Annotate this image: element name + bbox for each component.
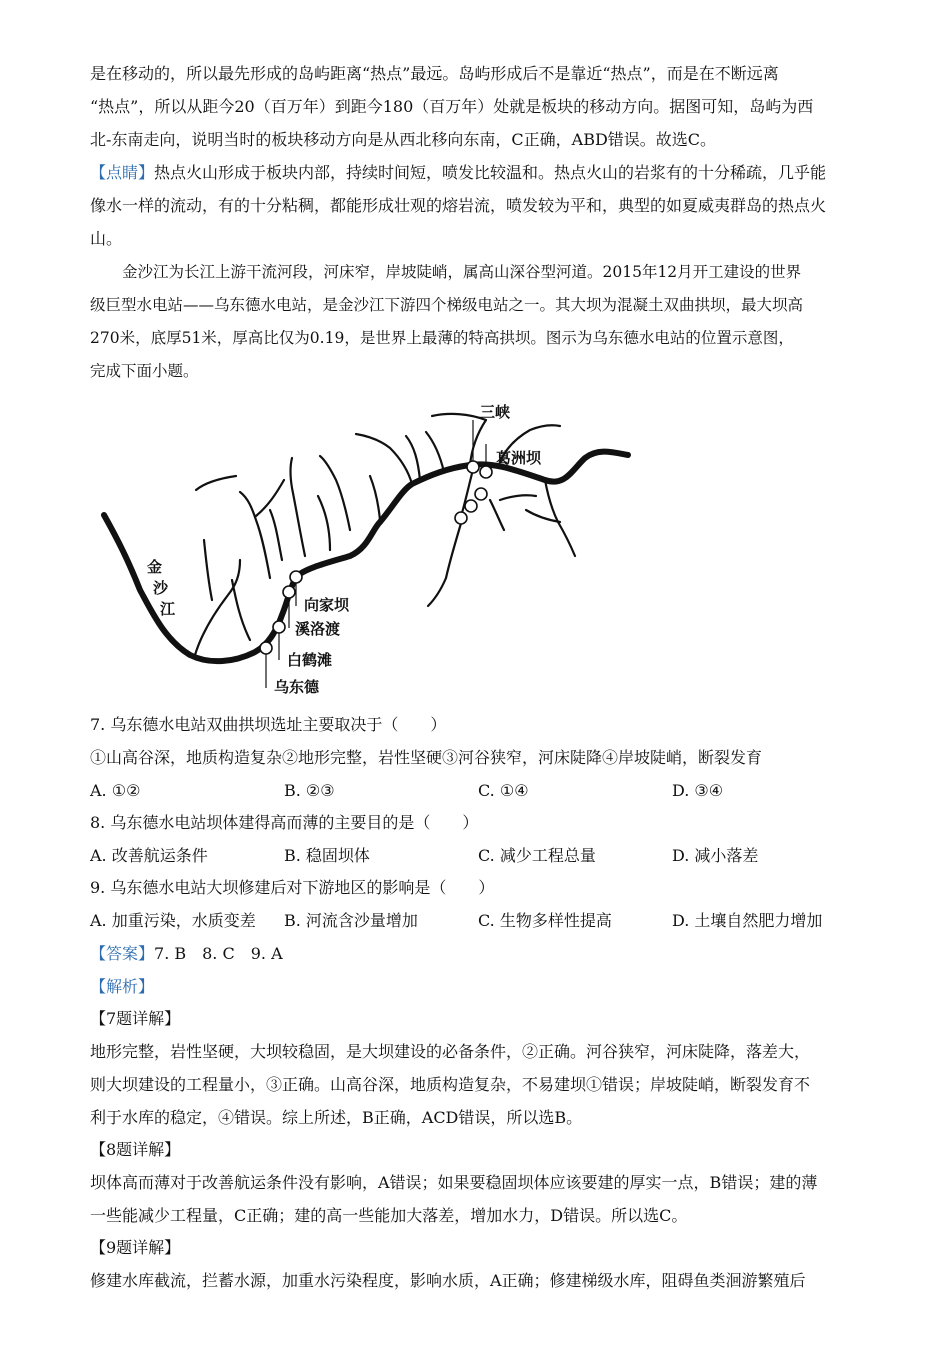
q8-option-a[interactable]: A. 改善航运条件 [90,846,208,865]
dianjing-tag: 【点睛】 [90,163,155,182]
dam-marker-xiangjiaba [290,571,302,583]
dam-marker-gezhouba [480,466,492,478]
d8-title: 【8题详解】 [90,1140,181,1159]
q9-option-d[interactable]: D. 土壤自然肥力增加 [672,911,823,930]
label-wudongde: 乌东德 [274,678,320,696]
d7-title: 【7题详解】 [90,1009,181,1028]
q9-option-b[interactable]: B. 河流含沙量增加 [284,911,418,930]
q7-option-a[interactable]: A. ①② [90,781,141,800]
answer-line [90,944,283,964]
q7-option-d[interactable]: D. ③④ [672,781,724,800]
d8-line-2: 一些能减少工程量，C正确；建的高一些能加大落差，增加水力，D错误。所以选C。 [90,1206,688,1225]
answer-text: 7. B 8. C 9. A [154,944,283,963]
passage-line-1: 金沙江为长江上游干流河段，河床窄，岸坡陡峭，属高山深谷型河道。2015年12月开工建设的世界 [122,263,802,281]
dam-marker-upper-3 [455,512,467,524]
answer-tag: 【答案】 [90,944,155,963]
label-baihetan: 白鹤滩 [287,651,333,669]
dianjing-line-3: 山。 [90,229,123,248]
label-jinshajiang-1: 金 [147,558,163,576]
label-gezhouba: 葛洲坝 [496,449,542,467]
label-jinshajiang-3: 江 [160,600,176,618]
dam-marker-sanxia [467,461,479,473]
passage-line-4: 完成下面小题。 [90,362,199,380]
q8-stem: 8. 乌东德水电站坝体建得高而薄的主要目的是（ ） [90,813,479,832]
explanation-line-1: 是在移动的，所以最先形成的岛屿距离“热点”最远。岛屿形成后不是靠近“热点”，而是在不断远离 [90,64,779,83]
q7-stem: 7. 乌东德水电站双曲拱坝选址主要取决于（ ） [90,715,447,734]
d9-line-1: 修建水库截流，拦蓄水源，加重水污染程度，影响水质，A正确；修建梯级水库，阻碍鱼类洄游繁殖后 [90,1271,806,1290]
q8-option-b[interactable]: B. 稳固坝体 [284,846,370,865]
q9-stem: 9. 乌东德水电站大坝修建后对下游地区的影响是（ ） [90,878,495,897]
main-river [104,452,628,662]
d7-line-2: 则大坝建设的工程量小，③正确。山高谷深，地质构造复杂，不易建坝①错误；岸坡陡峭，断裂发育不 [90,1075,811,1094]
label-xiluodu: 溪洛渡 [295,620,341,638]
label-jinshajiang-2: 沙 [153,579,169,597]
q7-option-b[interactable]: B. ②③ [284,781,335,800]
passage-line-3: 270米，底厚51米，厚高比仅为0.19，是世界上最薄的特高拱坝。图示为乌东德水电站的位置示意图， [90,329,794,347]
explanation-line-3: 北-东南走向，说明当时的板块移动方向是从西北移向东南，C正确，ABD错误。故选C。 [90,130,717,149]
passage-line-2: 级巨型水电站——乌东德水电站，是金沙江下游四个梯级电站之一。其大坝为混凝土双曲拱坝，最大坝高 [90,296,804,314]
q7-option-c[interactable]: C. ①④ [478,781,529,800]
dam-marker-upper-1 [475,488,487,500]
d8-line-1: 坝体高而薄对于改善航运条件没有影响，A错误；如果要稳固坝体应该要建的厚实一点，B错误；建的薄 [90,1173,818,1192]
q9-option-a[interactable]: A. 加重污染，水质变差 [90,911,256,930]
dam-marker-xiluodu [283,586,295,598]
q7-items: ①山高谷深，地质构造复杂②地形完整，岩性坚硬③河谷狭窄，河床陡降④岸坡陡峭，断裂发育 [90,748,763,767]
d9-title: 【9题详解】 [90,1238,181,1257]
q8-option-c[interactable]: C. 减少工程总量 [478,846,596,865]
dam-marker-wudongde [260,642,272,654]
dam-marker-upper-2 [465,500,477,512]
explanation-line-2: “热点”，所以从距今20（百万年）到距今180（百万年）处就是板块的移动方向。据图可知，岛屿为西 [90,97,814,116]
dianjing-line-2: 像水一样的流动，有的十分粘稠，都能形成壮观的熔岩流，喷发较为平和，典型的如夏威夷群岛的热点火 [90,196,827,215]
label-xiangjiaba: 向家坝 [304,596,350,614]
q9-option-c[interactable]: C. 生物多样性提高 [478,911,612,930]
dam-location-map [90,390,650,700]
dam-marker-baihetan [273,621,285,633]
label-sanxia: 三峡 [480,403,511,421]
dianjing-line-1 [90,163,826,183]
analysis-tag: 【解析】 [90,977,155,996]
dianjing-text-1: 热点火山形成于板块内部，持续时间短，喷发比较温和。热点火山的岩浆有的十分稀疏，几乎能 [154,163,827,182]
d7-line-1: 地形完整，岩性坚硬，大坝较稳固，是大坝建设的必备条件，②正确。河谷狭窄，河床陡降，落差大， [90,1042,811,1061]
q8-option-d[interactable]: D. 减小落差 [672,846,759,865]
d7-line-3: 利于水库的稳定，④错误。综上所述，B正确，ACD错误，所以选B。 [90,1108,583,1127]
